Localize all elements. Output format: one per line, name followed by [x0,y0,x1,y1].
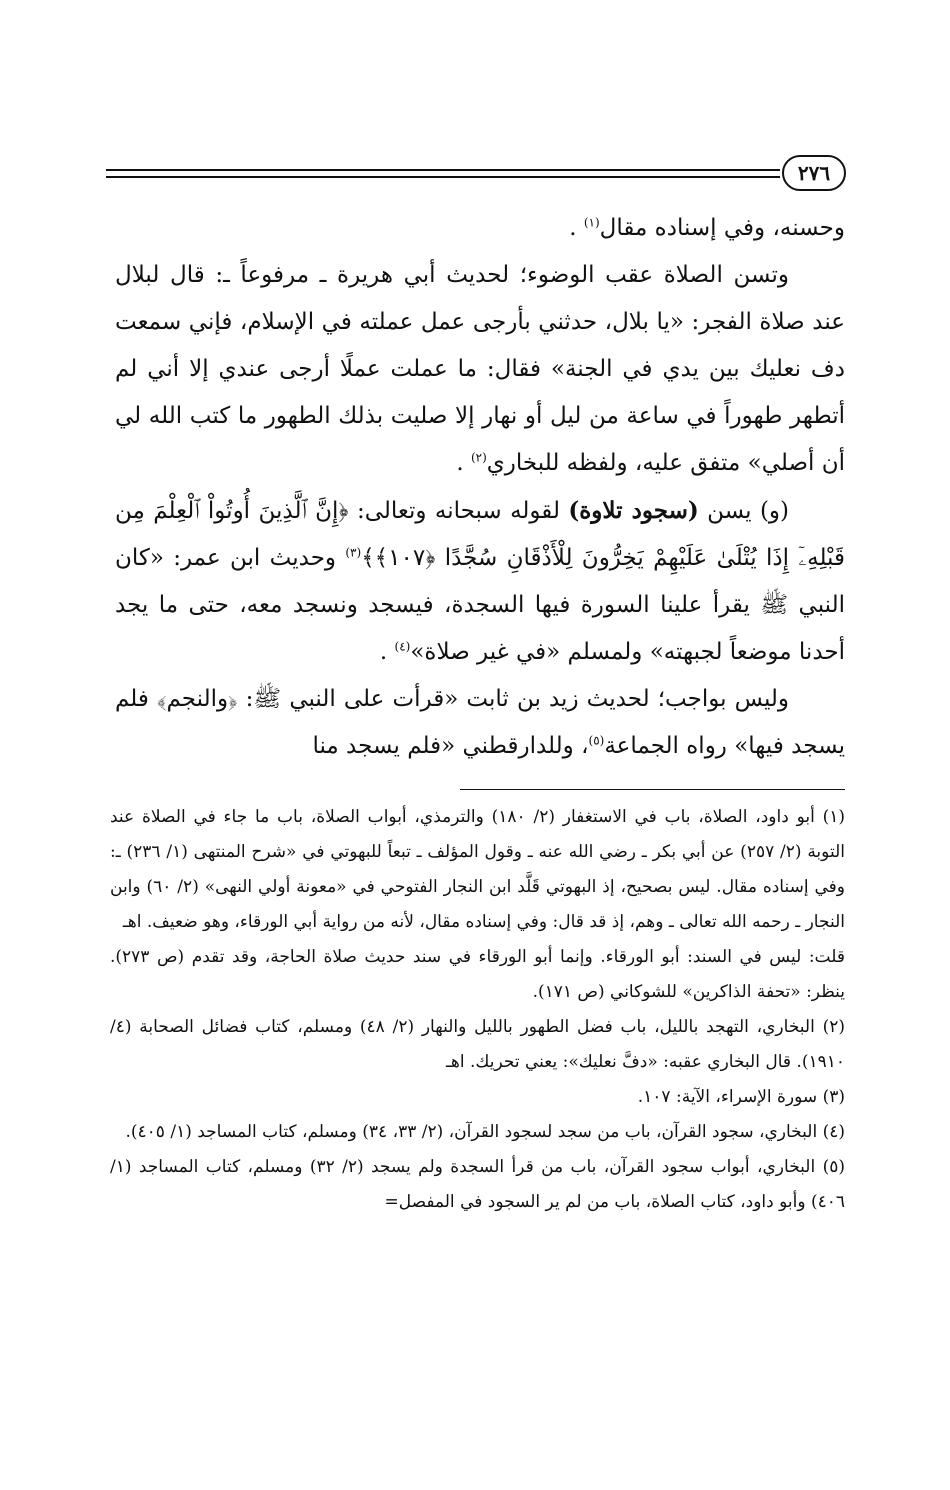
main-text [115,205,845,770]
paragraph-prefix: (و) يسن [698,498,789,524]
paragraph-text: وحسنه، وفي إسناده مقال [599,215,845,241]
footnote: (٤) البخاري، سجود القرآن، باب من سجد لسجود القرآن، (٢/ ٣٣، ٣٤) ومسلم، كتاب المساجد (١/ ٤٠٥). [125,1122,845,1142]
paragraph-text: وليس بواجب؛ لحديث زيد بن ثابت «قرأت على النبي ﷺ: ﴿والنجم﴾ فلم يسجد فيها» رواه الجماعة [115,686,845,759]
header-rule [106,169,780,171]
header-rule [106,176,780,178]
footnote-divider [460,789,845,790]
footnotes [110,800,845,1220]
footnote-continuation: قلت: ليس في السند: أبو الورقاء. وإنما أبو الورقاء في سند حديث صلاة الحاجة، وقد تقدم (ص ٢٧٣). ينظر: «تحفة الذاكرين» للشوكاني (ص ١٧١). [110,947,845,1002]
paragraph-end: . [379,639,395,665]
bold-heading: (سجود تلاوة) [568,497,699,524]
paragraph-1 [115,205,845,252]
footnote: (٣) سورة الإسراء، الآية: ١٠٧. [637,1087,845,1107]
footnote: (١) أبو داود، الصلاة، باب في الاستغفار (٢/ ١٨٠) والترمذي، أبواب الصلاة، باب ما جاء في الصلاة عند التوبة (٢/ ٢٥٧) عن أبي بكر ـ رضي الله عنه ـ وقول المؤلف ـ تبعاً للبهوتي في «شرح المنتهى (١/ ٢٣٦) ـ: وفي إسناده مقال. ليس بصحيح، إذ البهوتي قَلَّد ابن النجار الفتوحي في «معونة أولي النهى» (٢/ ٦٠) وابن النجار ـ رحمه الله تعالى ـ وهم، إذ قد قال: وفي إسناده مقال، لأنه من رواية أبي الورقاء، وهو ضعيف. اهـ [110,807,845,932]
footnote-marker: (٤) [394,639,411,654]
paragraph-end: . [569,215,584,241]
paragraph-text: وحديث ابن عمر: «كان النبي ﷺ يقرأ علينا السورة فيها السجدة، فيسجد ونسجد معه، حتى ما يجد أحدنا موضعاً لجبهته» ولمسلم «في غير صلاة» [115,545,845,665]
footnote-marker: (٣) [345,545,362,560]
page-header [106,155,846,195]
paragraph-end: . [456,450,471,476]
paragraph-text: وتسن الصلاة عقب الوضوء؛ لحديث أبي هريرة ـ مرفوعاً ـ: قال لبلال عند صلاة الفجر: «يا بلال، حدثني بأرجى عمل عملته في الإسلام، فإني سمعت دف نعليك بين يدي في الجنة» فقال: ما عملت عملًا أرجى عندي إلا أني لم أتطهر طهوراً في ساعة من ليل أو نهار إلا صليت بذلك الطهور ما كتب الله لي أن أصلي» متفق عليه، ولفظه للبخاري [115,262,845,476]
footnote: (٥) البخاري، أبواب سجود القرآن، باب من قرأ السجدة ولم يسجد (٢/ ٣٢) ومسلم، كتاب المساجد (١/ ٤٠٦) وأبو داود، كتاب الصلاة، باب من لم ير السجود في المفصل= [110,1157,845,1212]
footnote-marker: (٥) [588,733,605,748]
paragraph-3 [115,487,845,676]
footnote-marker: (١) [583,215,600,230]
paragraph-text: لقوله سبحانه وتعالى: ﴿إِنَّ ٱلَّذِينَ أُوتُواْ ٱلْعِلْمَ مِن قَبْلِهِۦٓ إِذَا يُتْلَىٰ عَلَيْهِمْ يَخِرُّونَ لِلْأَذْقَانِ سُجَّدًا ﴿١٠٧﴾﴾ [115,498,845,571]
footnote-marker: (٢) [470,450,487,465]
paragraph-end: ، وللدارقطني «فلم يسجد منا [312,733,589,759]
paragraph-4 [115,676,845,770]
page-number: ٢٧٦ [782,155,846,191]
footnote: (٢) البخاري، التهجد بالليل، باب فضل الطهور بالليل والنهار (٢/ ٤٨) ومسلم، كتاب فضائل الصحابة (٤/ ١٩١٠). قال البخاري عقبه: «دفَّ نعليك»: يعني تحريك. اهـ [110,1017,845,1072]
paragraph-2 [115,252,845,487]
